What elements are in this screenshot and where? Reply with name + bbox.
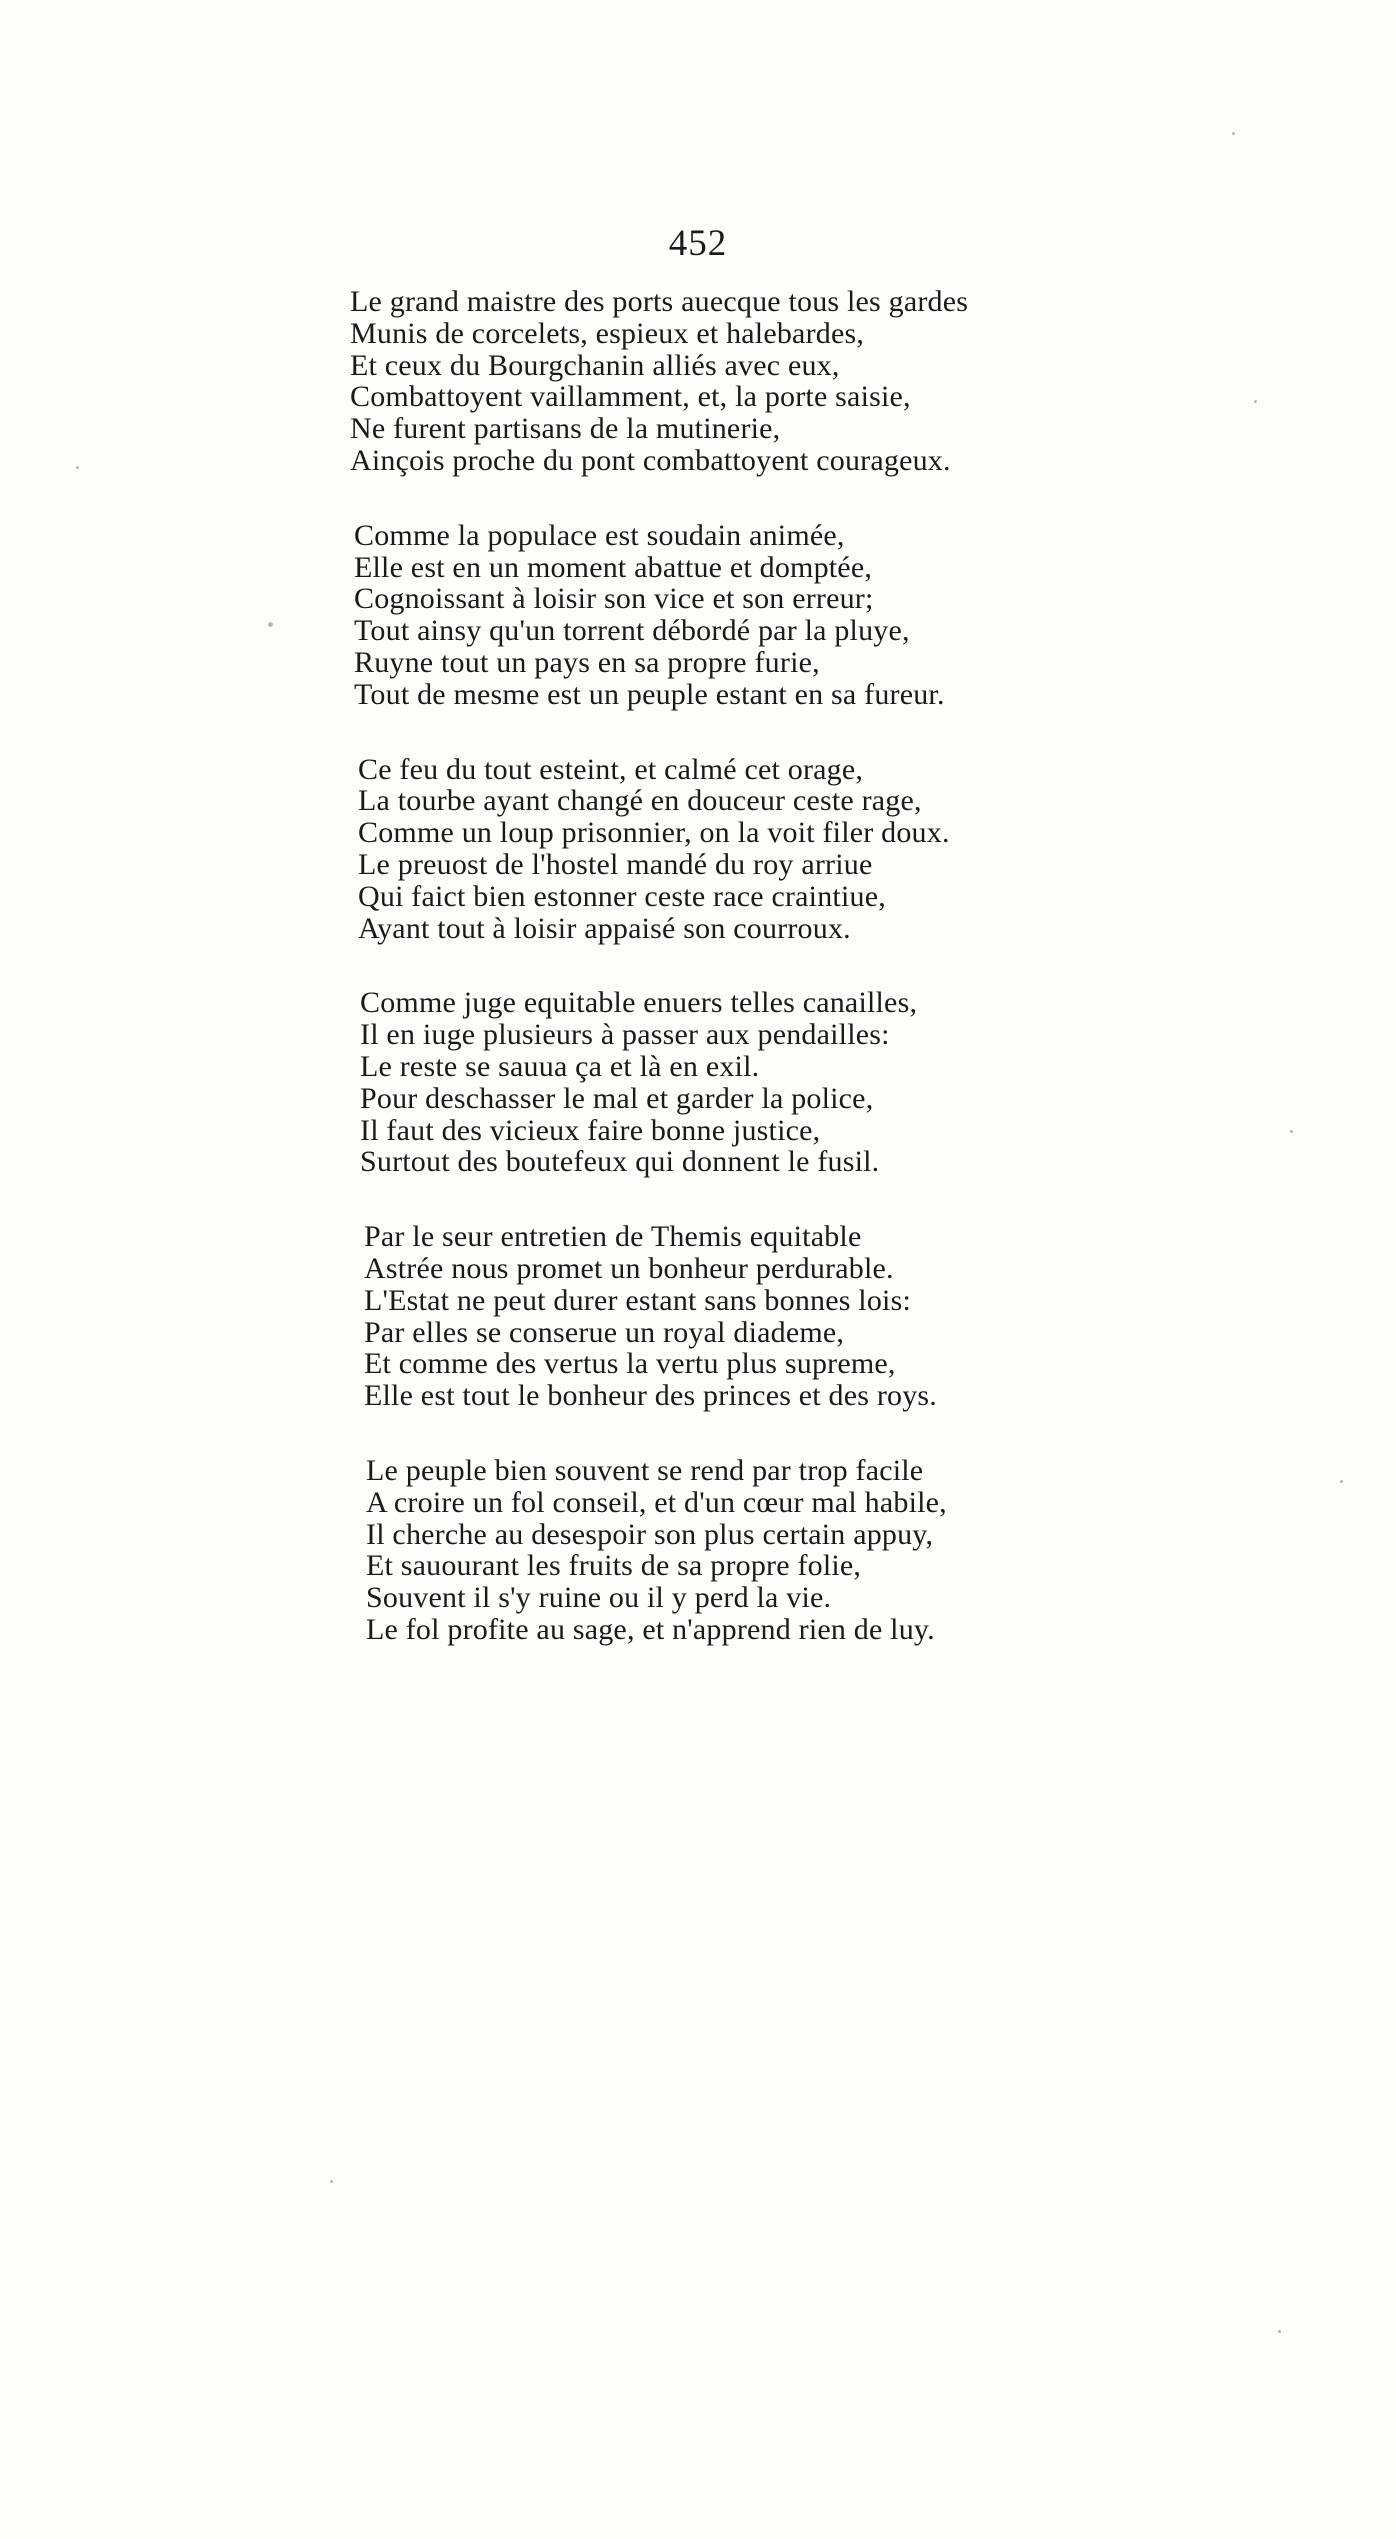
stanza <box>364 1221 1130 1412</box>
stanza <box>366 1455 1130 1646</box>
verse-line: Munis de corcelets, espieux et halebardes, <box>350 316 865 350</box>
verse-line: Et ceux du Bourgchanin alliés avec eux, <box>350 348 840 382</box>
page-number: 452 <box>668 223 728 264</box>
verse-line: Par elles se conserue un royal diademe, <box>364 1315 845 1349</box>
verse-line: Le preuost de l'hostel mandé du roy arriue <box>358 847 873 881</box>
stanza <box>354 520 1130 711</box>
paper-speck <box>1340 1480 1343 1483</box>
stanza <box>350 286 1130 477</box>
verse-line: Ainçois proche du pont combattoyent courageux. <box>350 443 951 477</box>
verse-line: Par le seur entretien de Themis equitable <box>364 1220 862 1254</box>
paper-speck <box>1290 1130 1293 1133</box>
verse-line: Cognoissant à loisir son vice et son erreur; <box>354 582 874 616</box>
verse-line: Elle est en un moment abattue et domptée, <box>354 550 873 584</box>
paper-speck <box>1278 2330 1281 2333</box>
verse-line: Le reste se sauua ça et là en exil. <box>360 1049 760 1083</box>
verse-line: Pour deschasser le mal et garder la police, <box>360 1081 874 1115</box>
paper-speck <box>268 622 273 627</box>
verse-line: Le peuple bien souvent se rend par trop facile <box>366 1453 924 1487</box>
verse-line: Le grand maistre des ports auecque tous les gardes <box>350 285 969 318</box>
verse-line: La tourbe ayant changé en douceur ceste rage, <box>358 784 922 818</box>
verse-line: Il en iuge plusieurs à passer aux pendailles: <box>360 1018 890 1052</box>
paper-speck <box>76 466 79 469</box>
verse-line: Comme un loup prisonnier, on la voit filer doux. <box>358 816 950 850</box>
paper-speck <box>1232 132 1235 135</box>
verse-line: Comme juge equitable enuers telles canailles, <box>360 986 918 1020</box>
verse-line: Il cherche au desespoir son plus certain appuy, <box>366 1517 934 1551</box>
verse-line: L'Estat ne peut durer estant sans bonnes lois: <box>364 1283 911 1317</box>
stanza <box>358 754 1130 945</box>
verse-line: Astrée nous promet un bonheur perdurable. <box>364 1251 894 1285</box>
verse-line: Souvent il s'y ruine ou il y perd la vie. <box>366 1581 832 1615</box>
verse-line: Ayant tout à loisir appaisé son courroux. <box>358 911 851 945</box>
verse-line: Ne furent partisans de la mutinerie, <box>350 412 781 446</box>
verse-line: Elle est tout le bonheur des princes et des roys. <box>364 1379 937 1413</box>
verse-line: Et comme des vertus la vertu plus supreme, <box>364 1347 896 1381</box>
verse-line: Surtout des boutefeux qui donnent le fusil. <box>360 1145 880 1179</box>
verse-line: Ce feu du tout esteint, et calmé cet orage, <box>358 752 864 786</box>
verse-line: Le fol profite au sage, et n'apprend rien de luy. <box>366 1612 935 1646</box>
verse-line: Tout de mesme est un peuple estant en sa fureur. <box>354 677 945 711</box>
verse-line: Qui faict bien estonner ceste race craintiue, <box>358 879 886 913</box>
verse-line: Ruyne tout un pays en sa propre furie, <box>354 645 820 679</box>
paper-speck <box>1254 400 1257 403</box>
verse-line: A croire un fol conseil, et d'un cœur mal habile, <box>366 1485 947 1519</box>
stanza <box>360 987 1130 1178</box>
verse-line: Combattoyent vaillamment, et, la porte saisie, <box>350 380 911 414</box>
verse-line: Et sauourant les fruits de sa propre folie, <box>366 1549 862 1583</box>
verse-line: Il faut des vicieux faire bonne justice, <box>360 1113 821 1147</box>
verse-line: Tout ainsy qu'un torrent débordé par la pluye, <box>354 614 910 648</box>
paper-speck <box>330 2180 333 2183</box>
poem-text <box>350 286 1130 1689</box>
verse-line: Comme la populace est soudain animée, <box>354 518 845 552</box>
